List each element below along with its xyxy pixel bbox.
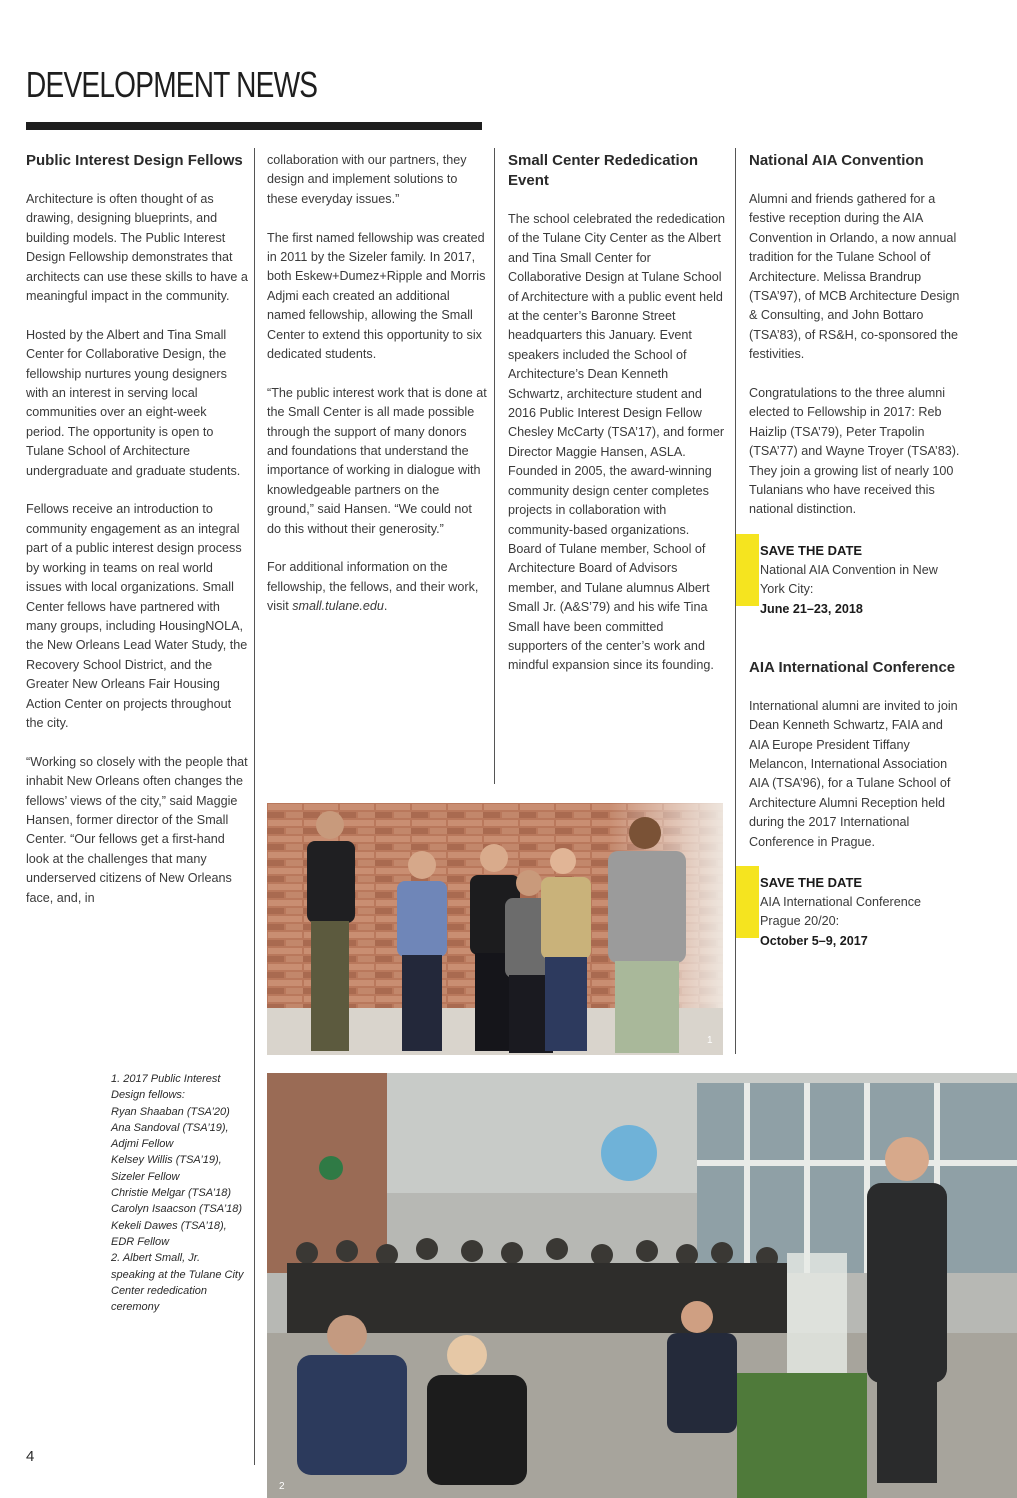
yellow-accent-bar xyxy=(736,534,759,606)
rededication-paragraph: The school celebrated the rededication of the Tulane City Center as the Albert and Tina Small Center for Collaborative Design at Tulane School of Architecture with a public event held at the center’s Baronne Street headquarters this January. Event speakers included the School of Architecture’s Dean Kenneth Schwartz, architecture student and 2016 Public Interest Design Fellow Chesley McCarty (TSA’17), and former Director Maggie Hansen, ASLA. Founded in 2005, the award-winning community design center completes projects in collaboration with community-based organizations. Board of Tulane member, School of Architecture Board of Advisors member, and Tulane alumnus Albert Small Jr. (A&S’79) and his wife Tina Small have been committed supporters of the center’s work and mindful expansion since its founding. xyxy=(508,212,726,673)
fellows-paragraph: Architecture is often thought of as drawing, designing blueprints, and building models. The Public Interest Design Fellowship demonstrates that architects can use these skills to have a meaningful impact in the community. xyxy=(26,192,248,304)
link-prefix: For additional information on the fellowship, the fellows, and their work, visit xyxy=(267,560,479,614)
link-suffix: . xyxy=(383,599,388,614)
aia-convention-heading: National AIA Convention xyxy=(749,152,924,169)
page-number: 4 xyxy=(26,1448,35,1465)
save-the-date-box xyxy=(736,541,963,619)
save-the-date-text: AIA International Conference Prague 20/20: xyxy=(760,894,922,929)
photo-number-1: 1 xyxy=(707,1035,713,1046)
aia-paragraph: Alumni and friends gathered for a festive reception during the AIA Convention in Orlando, a now annual tradition for the Tulane School of Architecture. Melissa Brandrup (TSA’97), of MCB Architecture Design & Consulting, and John Bottaro (TSA’83), of RS&H, co-sponsored the festivities. xyxy=(749,192,960,362)
fellows-paragraph: The first named fellowship was created in 2011 by the Sizeler family. In 2017, both Eskew+Dumez+Ripple and Morris Adjmi each created an additional named fellowship, allowing the Small Center to extend this opportunity to six dedicated students. xyxy=(267,230,486,362)
fellows-heading: Public Interest Design Fellows xyxy=(26,152,243,169)
column-divider xyxy=(494,148,495,784)
save-the-date-title: SAVE THE DATE xyxy=(760,543,863,559)
fellows-photo-illustration xyxy=(267,803,723,1055)
fellows-paragraph: “Working so closely with the people that inhabit New Orleans often changes the fellows’ views of the city,” said Maggie Hansen, former director of the Small Center. “Our fellows get a first-hand look at the challenges that many underserved citizens of New Orleans face, and, in xyxy=(26,754,248,905)
caption-line: Ryan Shaaban (TSA’20) xyxy=(111,1105,230,1118)
fellows-paragraph xyxy=(267,558,487,616)
save-the-date-text: National AIA Convention in New York City: xyxy=(760,562,938,597)
save-the-date-box xyxy=(736,873,963,951)
save-the-date-date: June 21–23, 2018 xyxy=(760,601,863,616)
article-aia xyxy=(749,151,963,951)
ceremony-photo-illustration xyxy=(267,1073,1017,1498)
yellow-accent-bar xyxy=(736,866,759,938)
save-the-date-title: SAVE THE DATE xyxy=(760,875,863,891)
caption-line: Kelsey Willis (TSA’19), Sizeler Fellow xyxy=(111,1154,222,1183)
photo-number-2: 2 xyxy=(279,1481,285,1492)
column-divider xyxy=(254,148,255,1465)
website-link[interactable]: small.tulane.edu xyxy=(292,599,384,614)
aia-international-heading: AIA International Conference xyxy=(749,658,956,676)
masthead-title: DEVELOPMENT NEWS xyxy=(26,64,318,105)
fellows-paragraph: “The public interest work that is done at the Small Center is all made possible through the support of many donors and foundations that understand the importance of working in dialogue with knowledgeable partners on the ground,” said Hansen. “We could not do this without their generosity.” xyxy=(267,385,487,536)
rededication-heading: Small Center Rededication Event xyxy=(508,152,699,189)
article-fellows xyxy=(26,151,248,908)
caption-line: Kekeli Dawes (TSA’18), EDR Fellow xyxy=(111,1219,227,1248)
fellows-photo xyxy=(267,803,723,1055)
fellows-paragraph: collaboration with our partners, they design and implement solutions to these everyday issues.” xyxy=(267,153,467,206)
article-fellows-continued xyxy=(267,151,487,617)
save-the-date-date: October 5–9, 2017 xyxy=(760,933,868,948)
caption-line: Ana Sandoval (TSA’19), Adjmi Fellow xyxy=(111,1121,229,1151)
article-rededication xyxy=(508,151,726,676)
photo-caption xyxy=(111,1071,246,1315)
aia-paragraph: International alumni are invited to join Dean Kenneth Schwartz, FAIA and AIA Europe President Tiffany Melancon, International Association AIA (TSA’96), for a Tulane School of Architecture Alumni Reception held during the 2017 International Conference in Prague. xyxy=(749,698,958,849)
caption-line: 2. Albert Small, Jr. speaking at the Tulane City Center rededication ceremony xyxy=(111,1252,244,1314)
fellows-paragraph: Hosted by the Albert and Tina Small Center for Collaborative Design, the fellowship nurtures young designers with an interest in serving local communities over an eight-week period. The opportunity is open to Tulane School of Architecture undergraduate and graduate students. xyxy=(26,327,241,478)
masthead-rule xyxy=(26,122,482,130)
fellows-paragraph: Fellows receive an introduction to community engagement as an integral part of a public interest design process by working in teams on real world issues with local organizations. Small Center fellows have partnered with many groups, including HousingNOLA, the New Orleans Lead Water Study, the Recovery School District, and the Greater New Orleans Fair Housing Action Center on projects throughout the city. xyxy=(26,502,248,730)
ceremony-photo xyxy=(267,1073,1017,1498)
caption-line: 1. 2017 Public Interest Design fellows: xyxy=(111,1073,221,1102)
caption-line: Christie Melgar (TSA’18) xyxy=(111,1187,232,1200)
aia-paragraph: Congratulations to the three alumni elected to Fellowship in 2017: Reb Haizlip (TSA’79), Peter Trapolin (TSA’77) and Wayne Troyer (TSA’83). They join a growing list of nearly 100 Tulanians who have received this national distinction. xyxy=(749,386,960,517)
caption-line: Carolyn Isaacson (TSA’18) xyxy=(111,1203,243,1216)
